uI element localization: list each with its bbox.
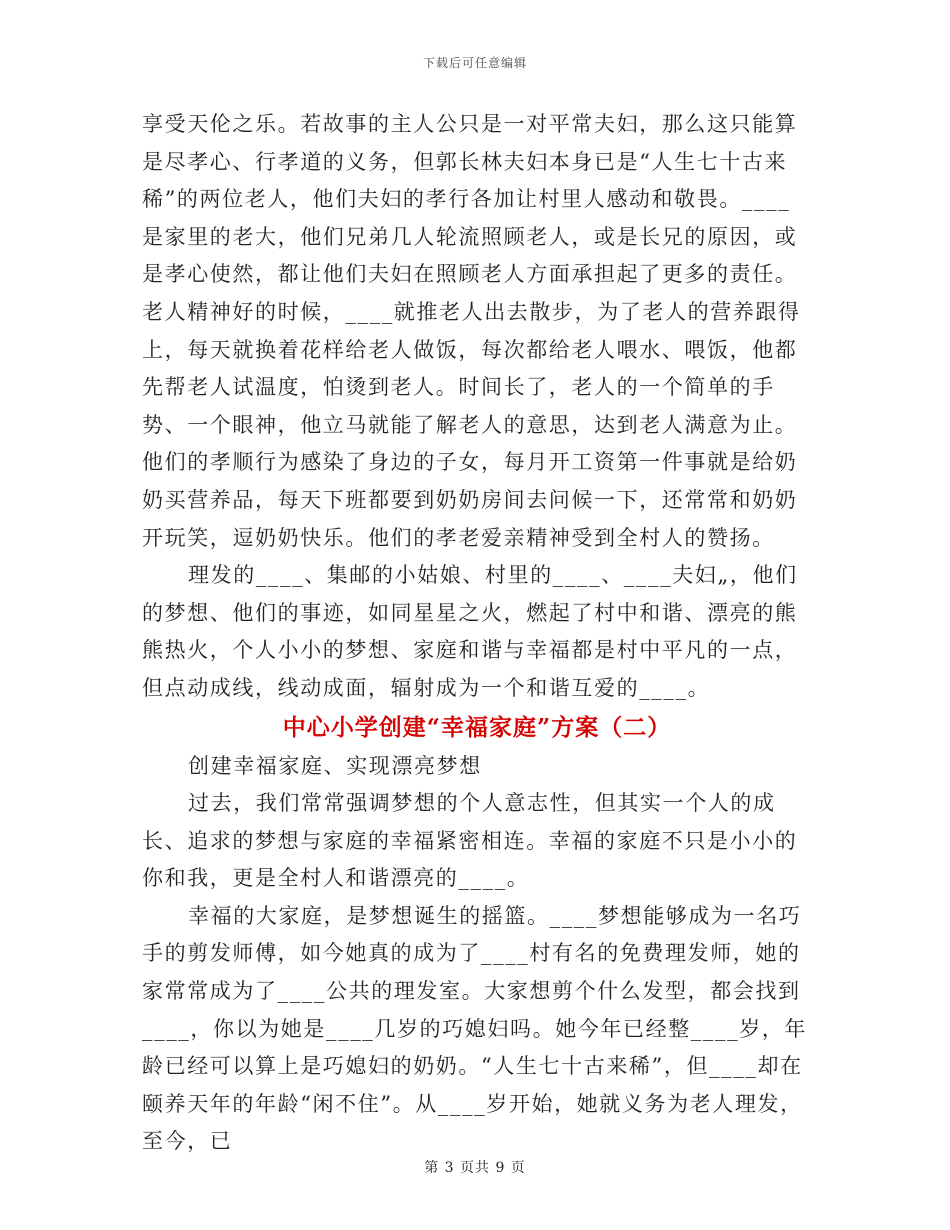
paragraph: 过去，我们常常强调梦想的个人意志性，但其实一个人的成长、追求的梦想与家庭的幸福紧密相连。幸福的家庭不只是小小的你和我，更是全村人和谐漂亮的____。 xyxy=(142,791,798,891)
subtitle: 创建幸福家庭、实现漂亮梦想 xyxy=(188,753,482,778)
page-header: 下载后可任意编辑 xyxy=(422,56,527,70)
paragraph: 理发的____、集邮的小姑娘、村里的____、____夫妇„，他们的梦想、他们的事迹，如同星星之火，燃起了村中和谐、漂亮的熊熊热火，个人小小的梦想、家庭和谐与幸福都是村中平凡的一点，但点动成线，线动成面，辐射成为一个和谐互爱的____。 xyxy=(142,563,798,700)
document-body xyxy=(142,106,812,1161)
paragraph-continued: 享受天伦之乐。若故事的主人公只是一对平常夫妇，那么这只能算是尽孝心、行孝道的义务，但郭长林夫妇本身已是“人生七十古来稀”的两位老人，他们夫妇的孝行各加让村里人感动和敬畏。____是家里的老大，他们兄弟几人轮流照顾老人，或是长兄的原因，或是孝心使然，都让他们夫妇在照顾老人方面承担起了更多的责任。老人精神好的时候，____就推老人出去散步，为了老人的营养跟得上，每天就换着花样给老人做饭，每次都给老人喂水、喂饭，他都先帮老人试温度，怕烫到老人。时间长了，老人的一个简单的手势、一个眼神，他立马就能了解老人的意思，达到老人满意为止。他们的孝顺行为感染了身边的子女，每月开工资第一件事就是给奶奶买营养品，每天下班都要到奶奶房间去问候一下，还常常和奶奶开玩笑，逗奶奶快乐。他们的孝老爱亲精神受到全村人的赞扬。 xyxy=(142,112,801,550)
paragraph: 幸福的大家庭，是梦想诞生的摇篮。____梦想能够成为一名巧手的剪发师傅，如今她真的成为了____村有名的免费理发师，她的家常常成为了____公共的理发室。大家想剪个什么发型，都会找到____，你以为她是____几岁的巧媳妇吗。她今年已经整____岁，年龄已经可以算上是巧媳妇的奶奶。“人生七十古来稀”，但____却在颐养天年的年龄“闲不住”。从____岁开始，她就义务为老人理发，至今，已 xyxy=(142,903,807,1154)
section-heading: 中心小学创建“幸福家庭”方案（二） xyxy=(282,713,672,741)
page-number: 第 3 页共 9 页 xyxy=(424,1160,526,1176)
